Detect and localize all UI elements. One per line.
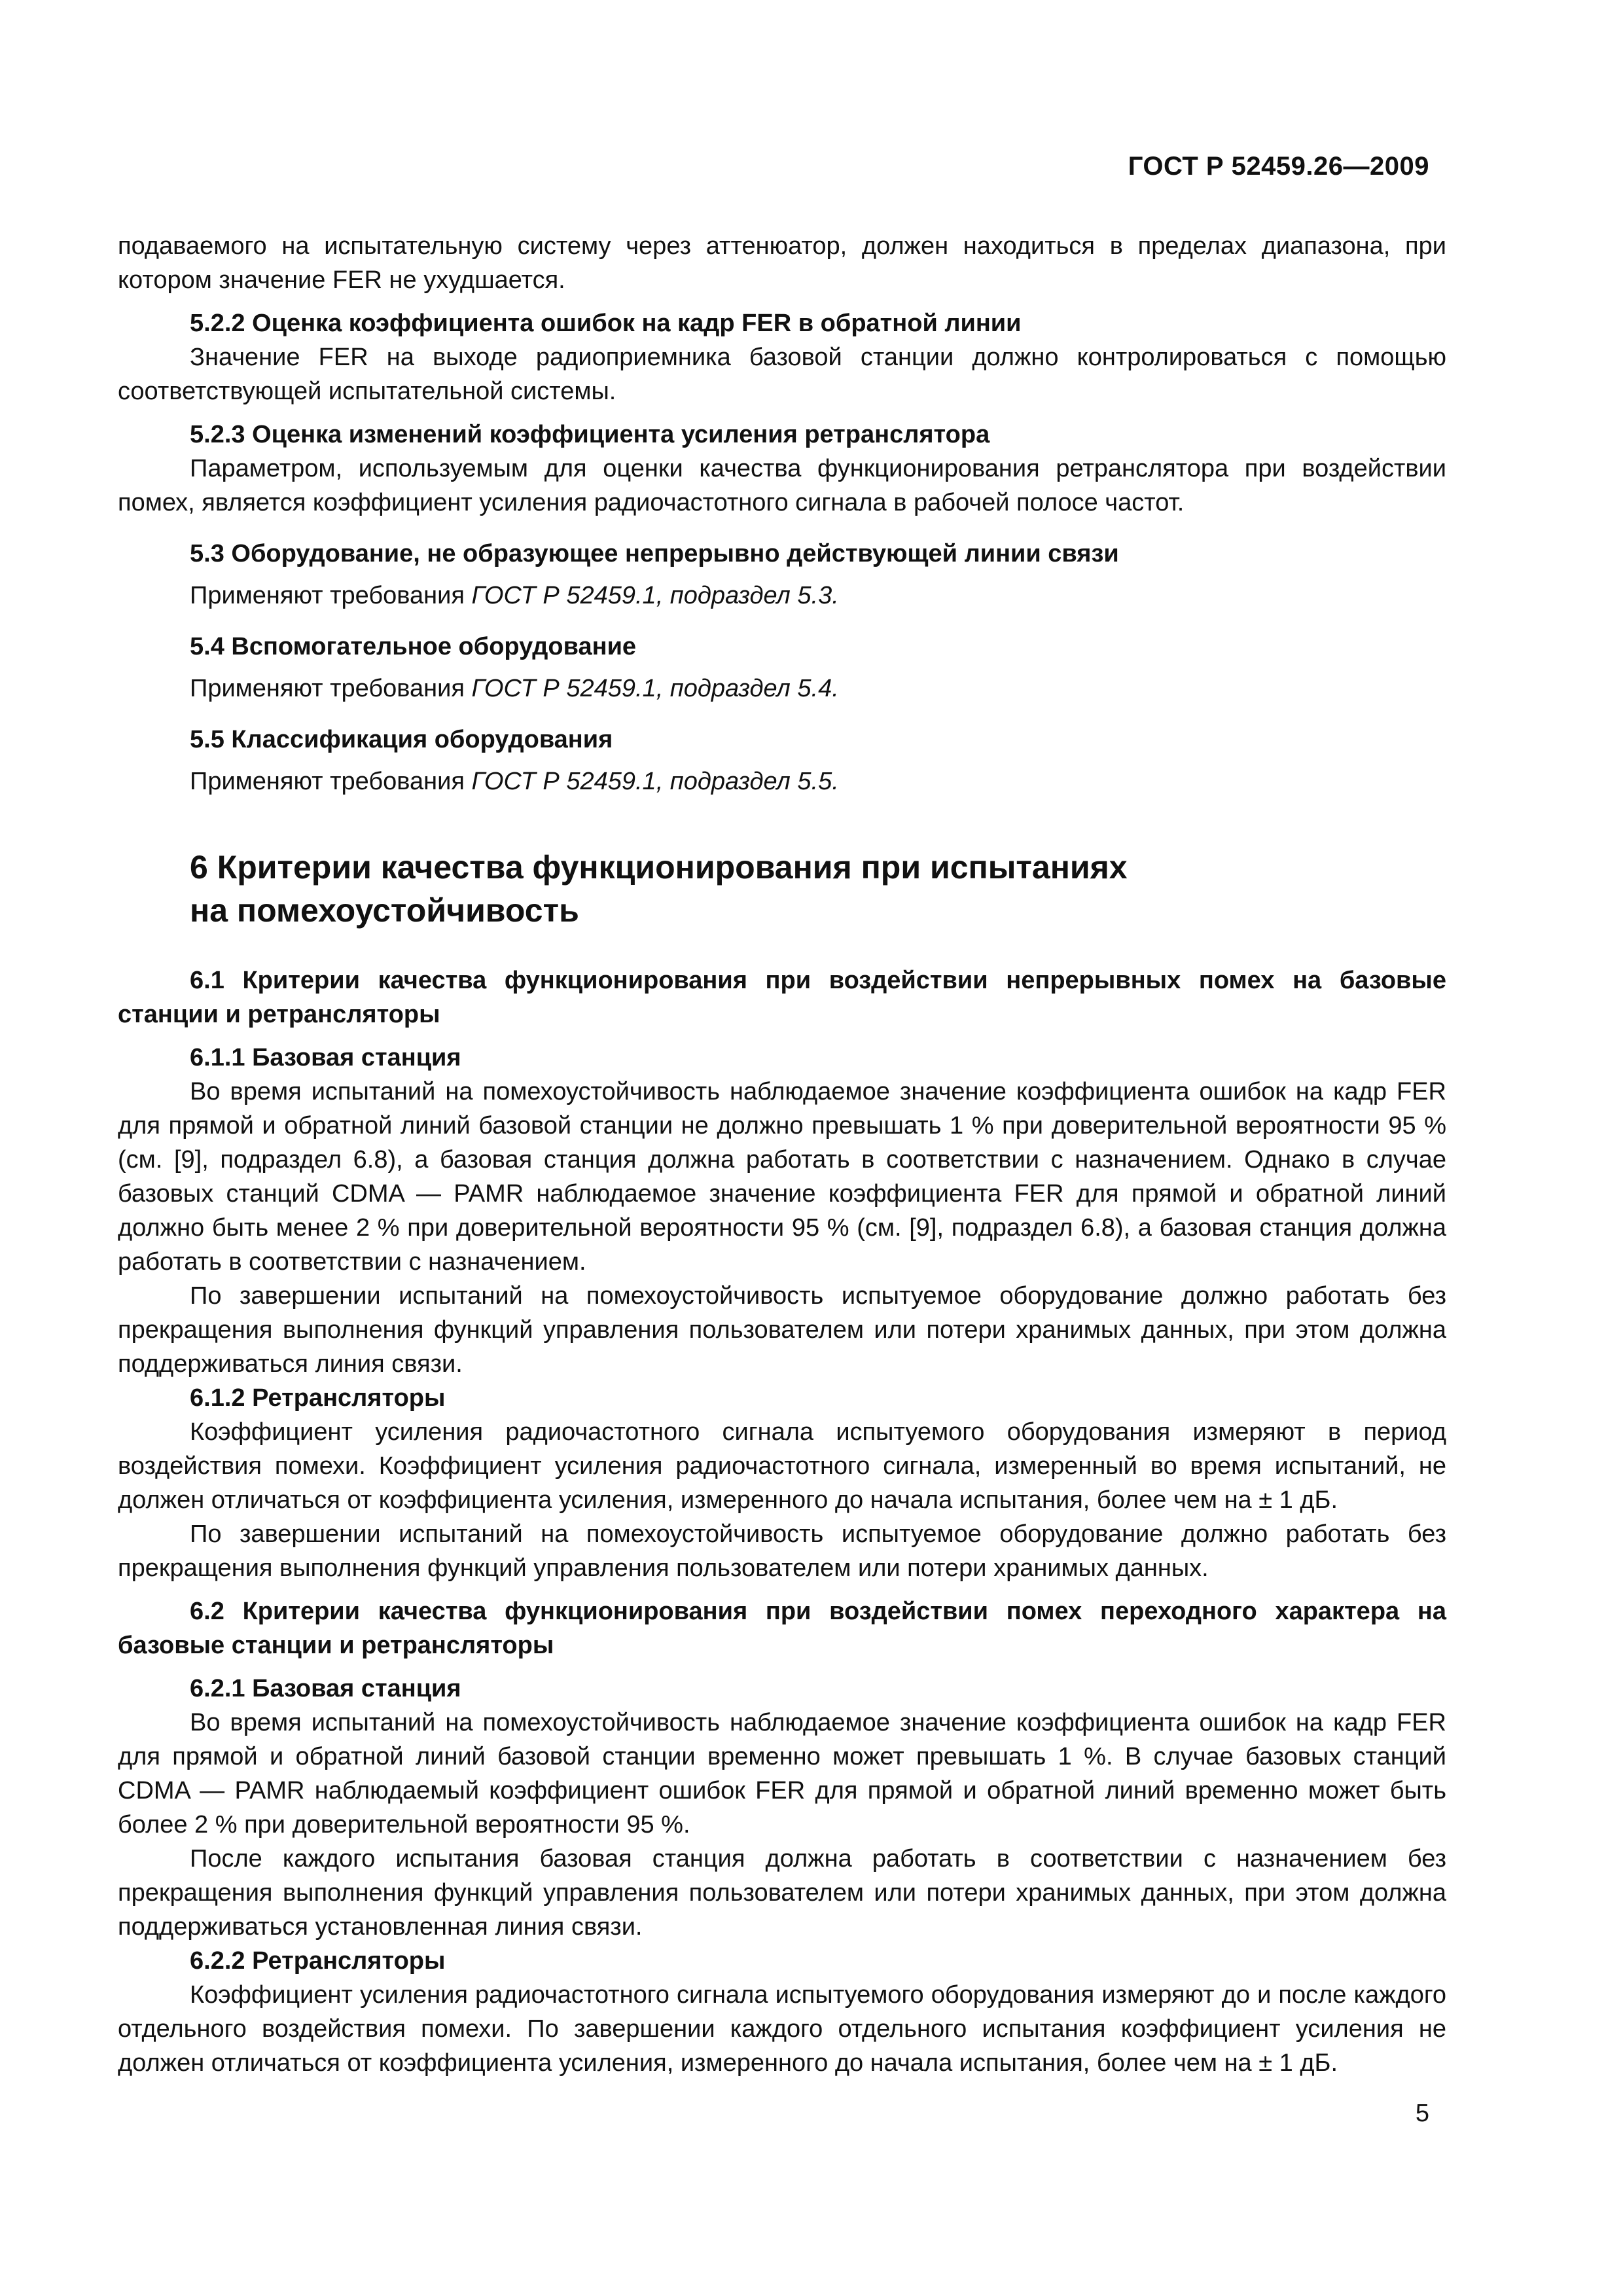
heading-6-1: 6.1 Критерии качества функционирования при воздействии непрерывных помех на базовые станции и ретрансляторы [118,967,1446,1028]
paragraph-6-2-1-b: После каждого испытания базовая станция должна работать в соответствии с назначением без прекращения выполнения функций управления пользователем или потери хранимых данных, при этом должна поддерживаться установленная линия связи. [118,1845,1446,1941]
paragraph-6-1-1-b: По завершении испытаний на помехоустойчивость испытуемое оборудование должно работать без прекращения выполнения функций управления пользователем или потери хранимых данных, при этом должна поддерживаться линия связи. [118,1282,1446,1378]
heading-6-1-1: 6.1.1 Базовая станция [190,1044,461,1071]
heading-6-2-2: 6.2.2 Ретрансляторы [190,1947,446,1975]
paragraph-5-2-3: Параметром, используемым для оценки качества функционирования ретранслятора при воздействии помех, является коэффициент усиления радиочастотного сигнала в рабочей полосе частот. [118,455,1446,516]
paragraph-6-2-2: Коэффициент усиления радиочастотного сигнала испытуемого оборудования измеряют до и после каждого отдельного воздействия помехи. По завершении каждого отдельного испытания коэффициент усиления не должен отличаться от коэффициента усиления, измеренного до начала испытания, более чем на ± 1 дБ. [118,1981,1446,2077]
section-heading-6 [190,846,1446,932]
document-code-header: ГОСТ Р 52459.26—2009 [1128,152,1429,181]
page-number: 5 [1415,2100,1429,2127]
paragraph-5-4 [118,672,1446,706]
heading-5-2-3: 5.2.3 Оценка изменений коэффициента усиления ретранслятора [190,421,990,448]
paragraph-6-2-1-a: Во время испытаний на помехоустойчивость наблюдаемое значение коэффициента ошибок на кадр FER для прямой и обратной линий базовой станции временно может превышать 1 %. В случае базовых станций CDMA — PAMR наблюдаемый коэффициент ошибок FER для прямой и обратной линий временно может быть более 2 % при доверительной вероятности 95 %. [118,1709,1446,1839]
paragraph-5-5-lead: Применяют требования [190,768,472,795]
section-heading-6-line-1: 6 Критерии качества функционирования при испытаниях [190,849,1128,886]
document-body [118,229,1446,2080]
paragraph-5-2-2: Значение FER на выходе радиоприемника базовой станции должно контролироваться с помощью соответствующей испытательной системы. [118,344,1446,405]
reference-5-5: ГОСТ Р 52459.1, подраздел 5.5. [471,768,839,795]
heading-5-3: 5.3 Оборудование, не образующее непрерывно действующей линии связи [190,540,1119,567]
paragraph-6-1-1-a: Во время испытаний на помехоустойчивость наблюдаемое значение коэффициента ошибок на кадр FER для прямой и обратной линий базовой станции не должно превышать 1 % при доверительной вероятности 95 % (см. [9], подраздел 6.8), а базовая станция должна работать в соответствии с назначением. Однако в случае базовых станций CDMA — PAMR наблюдаемое значение коэффициента FER для прямой и обратной линий должно быть менее 2 % при доверительной вероятности 95 % (см. [9], подраздел 6.8), а базовая станция должна работать в соответствии с назначением. [118,1078,1446,1276]
heading-5-4: 5.4 Вспомогательное оборудование [190,633,637,660]
paragraph-6-1-2-b: По завершении испытаний на помехоустойчивость испытуемое оборудование должно работать без прекращения выполнения функций управления пользователем или потери хранимых данных. [118,1520,1446,1582]
heading-5-2-2: 5.2.2 Оценка коэффициента ошибок на кадр FER в обратной линии [190,310,1022,337]
paragraph-5-3 [118,579,1446,613]
paragraph-6-1-2-a: Коэффициент усиления радиочастотного сигнала испытуемого оборудования измеряют в период воздействия помехи. Коэффициент усиления радиочастотного сигнала, измеренный во время испытаний, не должен отличаться от коэффициента усиления, измеренного до начала испытания, более чем на ± 1 дБ. [118,1418,1446,1514]
heading-5-5: 5.5 Классификация оборудования [190,726,613,753]
paragraph-intro-continuation: подаваемого на испытательную систему через аттенюатор, должен находиться в пределах диапазона, при котором значение FER не ухудшается. [118,232,1446,294]
reference-5-4: ГОСТ Р 52459.1, подраздел 5.4. [471,675,839,702]
heading-6-2-1: 6.2.1 Базовая станция [190,1675,461,1702]
paragraph-5-5 [118,764,1446,798]
paragraph-5-3-lead: Применяют требования [190,582,472,609]
heading-6-2: 6.2 Критерии качества функционирования при воздействии помех переходного характера на базовые станции и ретрансляторы [118,1598,1446,1659]
paragraph-5-4-lead: Применяют требования [190,675,472,702]
heading-6-1-2: 6.1.2 Ретрансляторы [190,1384,446,1412]
reference-5-3: ГОСТ Р 52459.1, подраздел 5.3. [471,582,839,609]
section-heading-6-line-2: на помехоустойчивость [190,892,579,929]
